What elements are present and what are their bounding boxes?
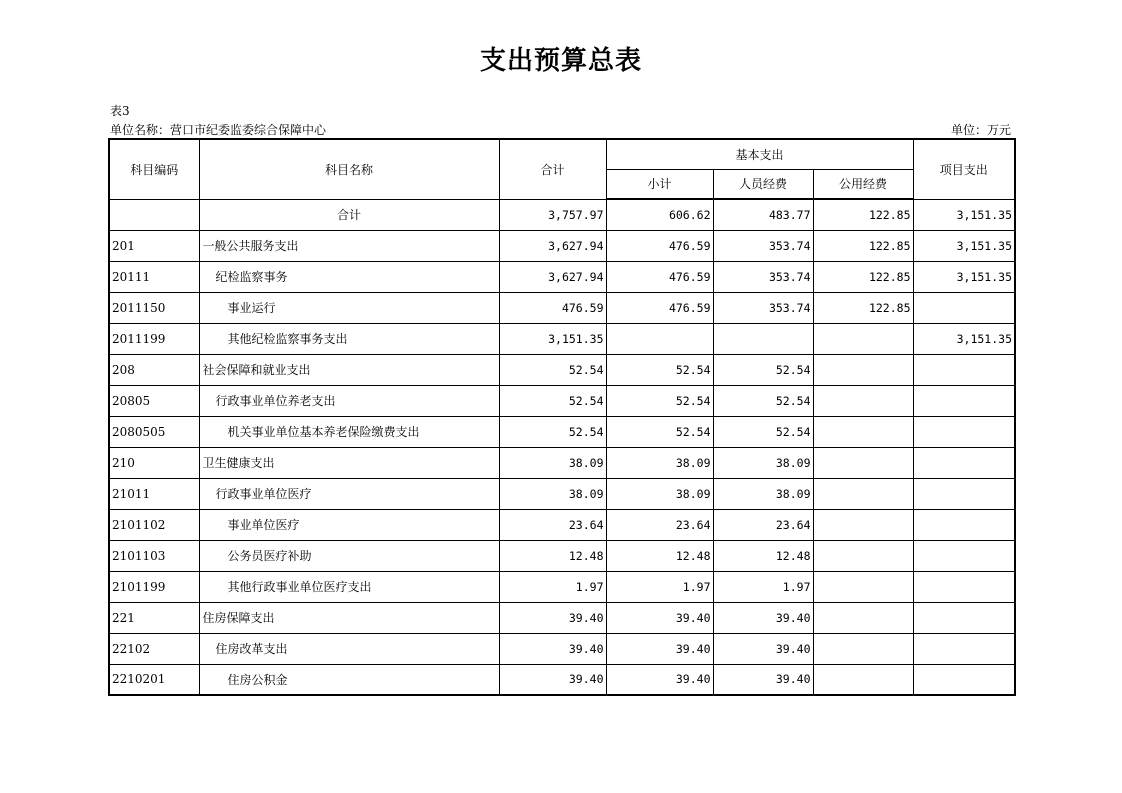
cell-name: 其他纪检监察事务支出 [199, 323, 499, 354]
cell-project: 3,151.35 [913, 230, 1015, 261]
cell-personnel: 52.54 [713, 416, 813, 447]
header-total: 合计 [499, 139, 606, 199]
cell-code [109, 199, 199, 230]
cell-total: 1.97 [499, 571, 606, 602]
cell-personnel: 38.09 [713, 447, 813, 478]
cell-public [813, 664, 913, 695]
cell-name: 卫生健康支出 [199, 447, 499, 478]
cell-public: 122.85 [813, 261, 913, 292]
cell-code: 201 [109, 230, 199, 261]
cell-public: 122.85 [813, 199, 913, 230]
cell-project [913, 540, 1015, 571]
cell-subtotal: 476.59 [606, 230, 713, 261]
cell-code: 2101103 [109, 540, 199, 571]
header-project: 项目支出 [913, 139, 1015, 199]
cell-public [813, 633, 913, 664]
cell-public [813, 385, 913, 416]
header-subtotal: 小计 [606, 169, 713, 199]
cell-total: 38.09 [499, 447, 606, 478]
cell-personnel: 23.64 [713, 509, 813, 540]
table-row [109, 354, 1015, 385]
cell-total: 39.40 [499, 633, 606, 664]
table-row [109, 385, 1015, 416]
cell-name: 机关事业单位基本养老保险缴费支出 [199, 416, 499, 447]
cell-name: 住房改革支出 [199, 633, 499, 664]
cell-public [813, 323, 913, 354]
cell-total: 38.09 [499, 478, 606, 509]
cell-project [913, 478, 1015, 509]
table-row [109, 230, 1015, 261]
table-row [109, 478, 1015, 509]
cell-code: 2011199 [109, 323, 199, 354]
cell-personnel: 483.77 [713, 199, 813, 230]
table-row [109, 447, 1015, 478]
cell-project: 3,151.35 [913, 261, 1015, 292]
cell-total: 23.64 [499, 509, 606, 540]
cell-public [813, 602, 913, 633]
cell-personnel [713, 323, 813, 354]
cell-code: 2011150 [109, 292, 199, 323]
cell-public [813, 354, 913, 385]
cell-code: 221 [109, 602, 199, 633]
cell-code: 20111 [109, 261, 199, 292]
cell-personnel: 353.74 [713, 261, 813, 292]
cell-subtotal: 476.59 [606, 261, 713, 292]
cell-project [913, 447, 1015, 478]
cell-public [813, 478, 913, 509]
cell-personnel: 52.54 [713, 385, 813, 416]
cell-name: 住房公积金 [199, 664, 499, 695]
table-row [109, 602, 1015, 633]
cell-project [913, 664, 1015, 695]
header-personnel: 人员经费 [713, 169, 813, 199]
cell-public [813, 571, 913, 602]
cell-project [913, 416, 1015, 447]
cell-subtotal: 38.09 [606, 447, 713, 478]
cell-personnel: 353.74 [713, 230, 813, 261]
cell-subtotal: 1.97 [606, 571, 713, 602]
cell-subtotal: 23.64 [606, 509, 713, 540]
table-row [109, 261, 1015, 292]
cell-code: 2101102 [109, 509, 199, 540]
cell-total: 3,151.35 [499, 323, 606, 354]
cell-name: 纪检监察事务 [199, 261, 499, 292]
cell-public: 122.85 [813, 230, 913, 261]
cell-subtotal [606, 323, 713, 354]
table-row [109, 292, 1015, 323]
table-row [109, 540, 1015, 571]
cell-name: 行政事业单位养老支出 [199, 385, 499, 416]
cell-total: 476.59 [499, 292, 606, 323]
cell-total: 52.54 [499, 416, 606, 447]
cell-subtotal: 39.40 [606, 664, 713, 695]
cell-subtotal: 52.54 [606, 385, 713, 416]
cell-total: 39.40 [499, 664, 606, 695]
cell-name: 行政事业单位医疗 [199, 478, 499, 509]
cell-personnel: 39.40 [713, 664, 813, 695]
cell-total: 3,627.94 [499, 261, 606, 292]
table-row [109, 509, 1015, 540]
cell-total: 39.40 [499, 602, 606, 633]
cell-code: 22102 [109, 633, 199, 664]
cell-project: 3,151.35 [913, 323, 1015, 354]
cell-name: 合计 [199, 199, 499, 230]
header-code: 科目编码 [109, 139, 199, 199]
cell-name: 社会保障和就业支出 [199, 354, 499, 385]
cell-subtotal: 52.54 [606, 354, 713, 385]
cell-project [913, 292, 1015, 323]
table-row [109, 416, 1015, 447]
cell-subtotal: 38.09 [606, 478, 713, 509]
cell-personnel: 38.09 [713, 478, 813, 509]
cell-personnel: 12.48 [713, 540, 813, 571]
cell-total: 12.48 [499, 540, 606, 571]
cell-code: 2210201 [109, 664, 199, 695]
cell-personnel: 1.97 [713, 571, 813, 602]
cell-project: 3,151.35 [913, 199, 1015, 230]
unit-label: 单位：万元 [950, 123, 1011, 137]
cell-subtotal: 476.59 [606, 292, 713, 323]
cell-project [913, 571, 1015, 602]
cell-code: 210 [109, 447, 199, 478]
cell-project [913, 354, 1015, 385]
table-row [109, 323, 1015, 354]
cell-personnel: 39.40 [713, 633, 813, 664]
cell-subtotal: 39.40 [606, 602, 713, 633]
unit-name: 单位名称：营口市纪委监委综合保障中心 [110, 123, 327, 137]
table-row [109, 199, 1015, 230]
cell-name: 住房保障支出 [199, 602, 499, 633]
table-row [109, 633, 1015, 664]
cell-total: 3,627.94 [499, 230, 606, 261]
cell-public [813, 509, 913, 540]
header-public: 公用经费 [813, 169, 913, 199]
cell-project [913, 385, 1015, 416]
cell-code: 2101199 [109, 571, 199, 602]
table-number: 表3 [110, 104, 130, 118]
cell-total: 52.54 [499, 385, 606, 416]
cell-name: 一般公共服务支出 [199, 230, 499, 261]
cell-project [913, 633, 1015, 664]
cell-personnel: 39.40 [713, 602, 813, 633]
cell-subtotal: 606.62 [606, 199, 713, 230]
cell-public: 122.85 [813, 292, 913, 323]
cell-personnel: 52.54 [713, 354, 813, 385]
table-row [109, 664, 1015, 695]
cell-public [813, 540, 913, 571]
cell-personnel: 353.74 [713, 292, 813, 323]
cell-public [813, 416, 913, 447]
cell-name: 事业运行 [199, 292, 499, 323]
cell-total: 52.54 [499, 354, 606, 385]
cell-code: 208 [109, 354, 199, 385]
cell-name: 其他行政事业单位医疗支出 [199, 571, 499, 602]
budget-table [108, 138, 1016, 696]
cell-total: 3,757.97 [499, 199, 606, 230]
header-basic: 基本支出 [606, 139, 913, 169]
cell-subtotal: 12.48 [606, 540, 713, 571]
cell-code: 21011 [109, 478, 199, 509]
cell-project [913, 602, 1015, 633]
header-name: 科目名称 [199, 139, 499, 199]
page-title: 支出预算总表 [479, 46, 642, 76]
cell-subtotal: 52.54 [606, 416, 713, 447]
cell-name: 事业单位医疗 [199, 509, 499, 540]
cell-code: 20805 [109, 385, 199, 416]
cell-project [913, 509, 1015, 540]
cell-public [813, 447, 913, 478]
cell-subtotal: 39.40 [606, 633, 713, 664]
cell-code: 2080505 [109, 416, 199, 447]
table-body [109, 199, 1015, 695]
cell-name: 公务员医疗补助 [199, 540, 499, 571]
table-row [109, 571, 1015, 602]
